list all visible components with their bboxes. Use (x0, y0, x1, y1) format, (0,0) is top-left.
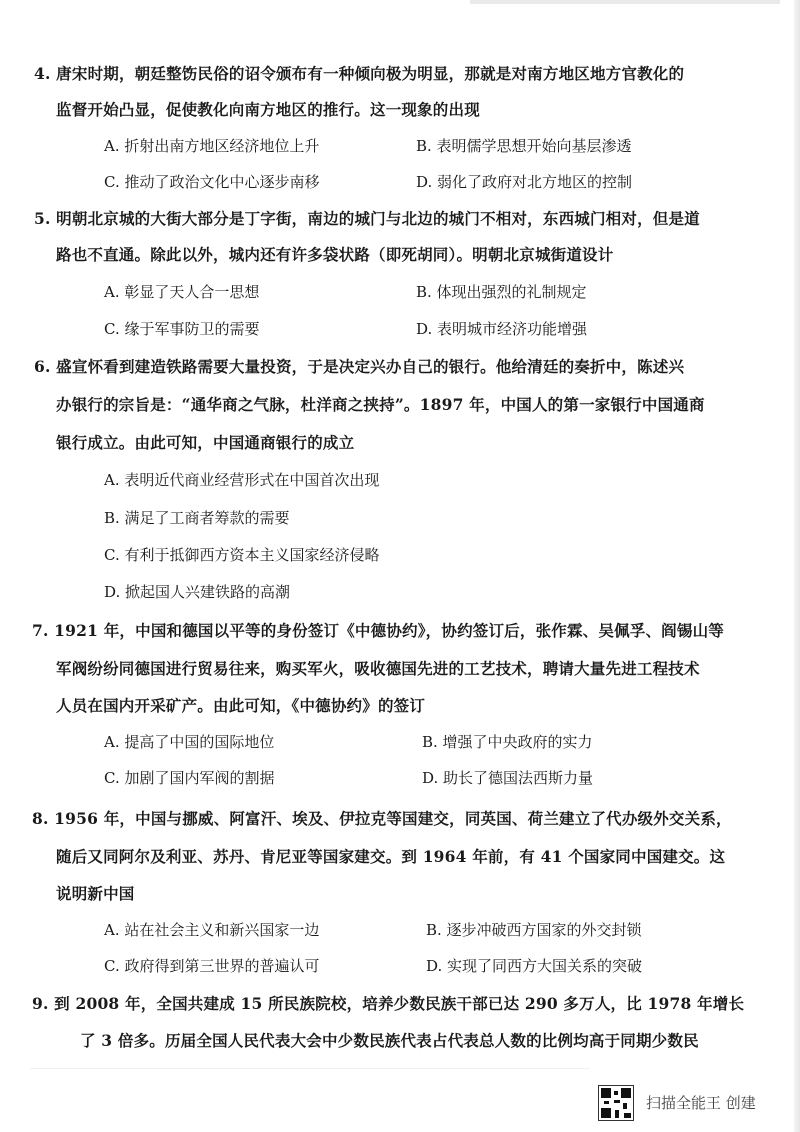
question-stem-line: 9. 到 2008 年，全国共建成 15 所民族院校，培养少数民族干部已达 290 多万人，比 1978 年增长 (32, 994, 745, 1013)
option-c: C. 政府得到第三世界的普遍认可 (104, 957, 320, 975)
option-c: C. 缘于军事防卫的需要 (104, 320, 260, 338)
option-b: B. 增强了中央政府的实力 (422, 733, 593, 751)
option-d: D. 掀起国人兴建铁路的高潮 (104, 583, 291, 601)
option-b: B. 逐步冲破西方国家的外交封锁 (426, 921, 642, 939)
qr-code-icon (598, 1085, 634, 1121)
question-stem-line: 6. 盛宣怀看到建造铁路需要大量投资，于是决定兴办自己的银行。他给清廷的奏折中，陈述兴 (34, 357, 685, 376)
question-stem-line: 军阀纷纷同德国进行贸易往来，购买军火，吸收德国先进的工艺技术，聘请大量先进工程技术 (56, 659, 700, 678)
option-c: C. 推动了政治文化中心逐步南移 (104, 173, 320, 191)
option-b: B. 满足了工商者筹款的需要 (104, 509, 290, 527)
option-c: C. 有利于抵御西方资本主义国家经济侵略 (104, 546, 380, 564)
question-stem-line: 7. 1921 年，中国和德国以平等的身份签订《中德协约》，协约签订后，张作霖、吴佩孚、阎锡山等 (32, 621, 724, 640)
question-stem-line: 随后又同阿尔及利亚、苏丹、肯尼亚等国家建交。到 1964 年前，有 41 个国家同中国建交。这 (56, 847, 726, 866)
question-stem-line: 4. 唐宋时期，朝廷整饬民俗的诏令颁布有一种倾向极为明显，那就是对南方地区地方官教化的 (34, 64, 685, 83)
watermark-text: 扫描全能王 创建 (646, 1094, 756, 1112)
option-a: A. 折射出南方地区经济地位上升 (104, 137, 320, 155)
question-stem-line: 监督开始凸显，促使教化向南方地区的推行。这一现象的出现 (56, 100, 480, 119)
question-stem-line: 了 3 倍多。历届全国人民代表大会中少数民族代表占代表总人数的比例均高于同期少数民 (80, 1031, 699, 1050)
option-d: D. 助长了德国法西斯力量 (422, 769, 594, 787)
option-a: A. 站在社会主义和新兴国家一边 (104, 921, 320, 939)
question-stem-line: 8. 1956 年，中国与挪威、阿富汗、埃及、伊拉克等国建交，同英国、荷兰建立了代办级外交关系， (32, 809, 732, 828)
question-stem-line: 说明新中国 (56, 884, 135, 903)
option-a: A. 彰显了天人合一思想 (104, 283, 260, 301)
option-d: D. 表明城市经济功能增强 (416, 320, 588, 338)
scan-top-edge (470, 0, 780, 4)
question-stem-line: 路也不直通。除此以外，城内还有许多袋状路（即死胡同）。明朝北京城街道设计 (56, 245, 614, 264)
question-stem-line: 5. 明朝北京城的大街大部分是丁字街，南边的城门与北边的城门不相对，东西城门相对，但是道 (34, 209, 700, 228)
option-b: B. 表明儒学思想开始向基层渗透 (416, 137, 632, 155)
question-stem-line: 办银行的宗旨是：“通华商之气脉，杜洋商之挟持”。1897 年，中国人的第一家银行中国通商 (56, 395, 705, 414)
option-a: A. 表明近代商业经营形式在中国首次出现 (104, 471, 380, 489)
scan-bottom-edge (30, 1068, 590, 1069)
question-stem-line: 银行成立。由此可知，中国通商银行的成立 (56, 433, 355, 452)
option-a: A. 提高了中国的国际地位 (104, 733, 275, 751)
question-stem-line: 人员在国内开采矿产。由此可知，《中德协约》的签订 (56, 696, 426, 715)
scan-right-edge (794, 0, 800, 1132)
option-b: B. 体现出强烈的礼制规定 (416, 283, 587, 301)
option-d: D. 弱化了政府对北方地区的控制 (416, 173, 633, 191)
scanner-watermark (598, 1085, 788, 1121)
option-d: D. 实现了同西方大国关系的突破 (426, 957, 643, 975)
option-c: C. 加剧了国内军阀的割据 (104, 769, 275, 787)
